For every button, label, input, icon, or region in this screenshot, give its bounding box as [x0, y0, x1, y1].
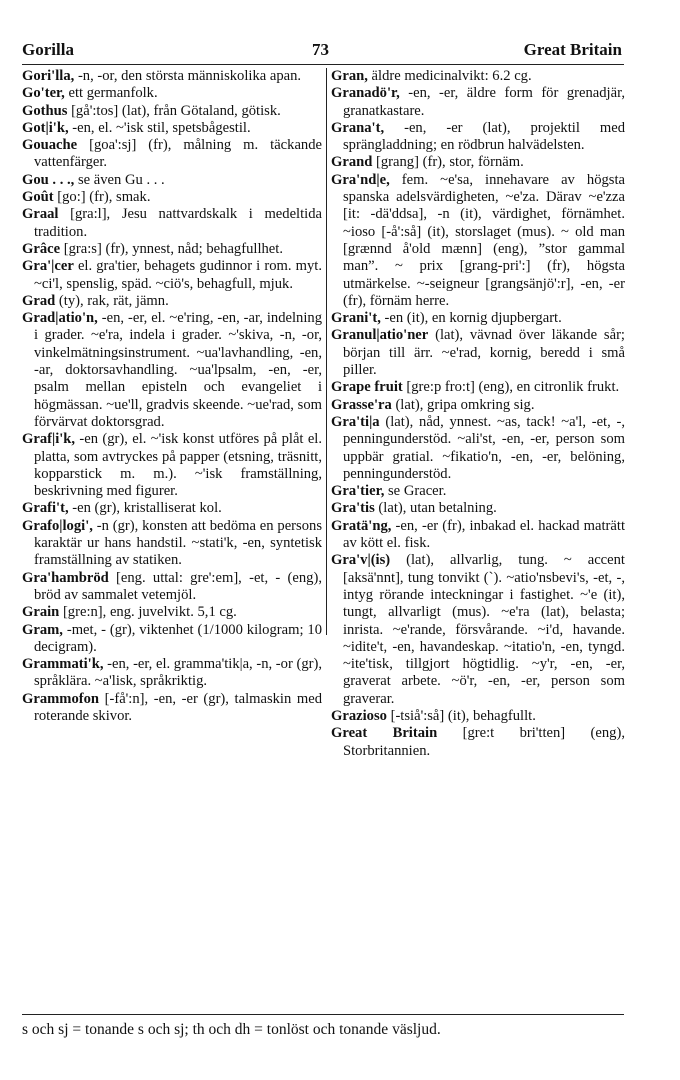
entry-definition: [grang] (fr), stor, förnäm. [372, 154, 524, 171]
entry-definition: (ty), rak, rät, jämn. [55, 292, 169, 309]
entry-headword: Gou . . ., [22, 171, 75, 188]
entry-definition: (lat), nåd, ynnest. ~as, tack! ~a'l, -et, -, penningunderstöd. ~ali'st, -en, -er, person som uppbär gratial. ~fikatio'n, -en, -er, belöning, penningunderstöd. [343, 413, 625, 482]
footer-note: s och sj = tonande s och sj; th och dh = tonlöst och tonande väsljud. [22, 1021, 441, 1038]
dictionary-entry [331, 154, 625, 171]
dictionary-entry [331, 414, 625, 483]
entry-definition: (lat), allvarlig, tung. ~ accent [aksä'nnt], tung tonvikt (`). ~atio'nsbevi's, -et, -, intyg rörande inteckningar i fastighet. ~'e (it), tungt, allvarligt (mus). ~e'ra (lat), belasta; inrista. ~e'rande, försvårande. ~i'd, havande. ~idite't, -en, havandeskap. ~itatio'n, -en, tyngd. ~ite'tisk, tillgjort högtidlig. ~y'r, -en, -er, graverat arbete. ~ö'r, -en, -er, person som graverar. [343, 552, 625, 707]
entry-definition: [go:] (fr), smak. [53, 189, 151, 206]
entry-headword: Gouache [22, 137, 78, 154]
entry-headword: Grana't, [331, 119, 385, 136]
dictionary-entry [22, 622, 322, 657]
entry-definition: -en, -er (lat), projektil med sprängladdning; en rödbrun halvädelsten. [343, 119, 625, 154]
entry-definition: -n, -or, den största människolika apan. [74, 68, 302, 84]
dictionary-entry [22, 137, 322, 172]
dictionary-entry [331, 379, 625, 396]
entry-headword: Gra'tis [331, 500, 375, 517]
entry-definition: [-få':n], -en, -er (gr), talmaskin med roterande skivor. [34, 690, 322, 724]
dictionary-entry [331, 172, 625, 310]
entry-definition: [gå':tos] (lat), från Götaland, götisk. [67, 102, 281, 119]
entry-headword: Grazioso [331, 707, 387, 724]
dictionary-entry [22, 172, 322, 189]
entry-headword: Gratä'ng, [331, 517, 392, 534]
entry-headword: Gra'nd|e, [331, 171, 390, 188]
entry-definition: [gre:p fro:t] (eng), en citronlik frukt. [402, 379, 620, 396]
entry-headword: Granul|atio'ner [331, 327, 429, 344]
entry-headword: Gram, [22, 621, 63, 638]
dictionary-entry [331, 327, 625, 379]
entry-definition: [gre:t bri'tten] (eng), Storbritannien. [343, 725, 625, 759]
dictionary-entry [331, 310, 625, 327]
entry-headword: Great Britain [331, 725, 438, 742]
entry-definition: -n (gr), konsten att bedöma en persons karaktär ur hans handstil. ~stati'k, -en, syntetisk framställning av statiken. [34, 517, 322, 569]
dictionary-entry [22, 103, 322, 120]
dictionary-entry [331, 483, 625, 500]
dictionary-entry [22, 500, 322, 517]
entry-definition: -en (gr), el. ~'isk konst utföres på plåt el. platta, som avtryckes på papper (etsning, träsnitt, kopparstick m. m.). ~'isk framställning, beskrivning med figurer. [34, 431, 322, 500]
dictionary-entry [22, 431, 322, 500]
dictionary-entry [331, 725, 625, 760]
entry-definition: [-tsiå':så] (it), behagfullt. [386, 707, 536, 724]
dictionary-entry [331, 518, 625, 553]
header-left-guideword: Gorilla [22, 40, 74, 59]
entry-headword: Grad [22, 292, 56, 309]
entry-headword: Gra'|cer [22, 258, 74, 275]
page-number: 73 [312, 40, 329, 59]
entry-definition: -en (gr), kristalliserat kol. [68, 500, 222, 517]
entry-definition: el. gra'tier, behagets gudinnor i rom. myt. ~ci'l, spenslig, späd. ~ciö's, behagfull, mjuk. [34, 258, 322, 292]
dictionary-entry [22, 293, 322, 310]
entry-definition: [gre:n], eng. juvelvikt. 5,1 cg. [59, 604, 237, 621]
entry-headword: Grape fruit [331, 379, 403, 396]
footer-rule [22, 1014, 624, 1015]
entry-headword: Gra'hambröd [22, 569, 109, 586]
dictionary-entry [22, 189, 322, 206]
entry-definition: (lat), gripa omkring sig. [391, 396, 535, 413]
entry-definition: (lat), utan betalning. [374, 500, 497, 517]
dictionary-entry [331, 85, 625, 120]
dictionary-entry [22, 206, 322, 241]
dictionary-entry [22, 570, 322, 605]
entry-headword: Grâce [22, 240, 61, 257]
dictionary-entry [331, 68, 625, 85]
dictionary-entry [22, 120, 322, 137]
entry-headword: Grafo|logi', [22, 517, 93, 534]
entry-definition: [gra:l], Jesu nattvardskalk i medeltida tradition. [34, 206, 322, 240]
header-rule [22, 64, 624, 65]
entry-headword: Gra'ti|a [331, 413, 380, 430]
entry-headword: Graf|i'k, [22, 431, 76, 448]
entry-headword: Grammofon [22, 690, 100, 707]
header-right-guideword: Great Britain [523, 40, 622, 59]
entry-definition: se även Gu . . . [74, 171, 165, 188]
entry-headword: Gothus [22, 102, 68, 119]
entry-headword: Granadö'r, [331, 85, 400, 102]
left-column [22, 68, 322, 725]
dictionary-entry [22, 310, 322, 431]
entry-headword: Gra'v|(is) [331, 552, 391, 569]
entry-definition: -en, -er, äldre form för grenadjär, granatkastare. [343, 85, 625, 119]
entry-headword: Goût [22, 189, 54, 206]
entry-definition: -en, el. ~'isk stil, spetsbågestil. [68, 119, 251, 136]
entry-headword: Gran, [331, 68, 368, 84]
entry-headword: Graal [22, 206, 59, 223]
entry-definition: [goa':sj] (fr), målning m. täckande vattenfärger. [34, 137, 322, 171]
entry-definition: äldre medicinalvikt: 6.2 cg. [367, 68, 532, 84]
entry-headword: Grain [22, 604, 60, 621]
entry-definition: ett germanfolk. [64, 85, 158, 102]
entry-definition: [gra:s] (fr), ynnest, nåd; behagfullhet. [60, 240, 283, 257]
entry-headword: Grammati'k, [22, 656, 104, 673]
entry-definition: -en, -er, el. ~e'ring, -en, -ar, indelning i grader. ~e'ra, indela i grader. ~'skiva, -n, -or, vinkelmätningsinstrument. ~ua'lavhandling, -en, -ar, doktorsavhandling. ~ua'lpsalm, -en, -er, psalm mellan episteln och evangeliet i högmässan. ~ue'll, gradvis skeende. ~ue'rad, som förvärvat doktorsgrad. [34, 310, 322, 430]
dictionary-entry [22, 68, 322, 85]
dictionary-entry [331, 708, 625, 725]
page-header [22, 40, 622, 62]
dictionary-entry [331, 397, 625, 414]
dictionary-entry [331, 120, 625, 155]
entry-definition: (lat), vävnad över läkande sår; början till ärr. ~e'rad, kornig, beredd i små piller. [343, 327, 625, 379]
dictionary-entry [331, 500, 625, 517]
dictionary-entry [22, 258, 322, 293]
entry-headword: Gori'lla, [22, 68, 75, 84]
dictionary-entry [22, 691, 322, 726]
dictionary-entry [22, 604, 322, 621]
entry-definition: -en, -er, el. gramma'tik|a, -n, -or (gr), språklära. ~a'lisk, språkriktig. [34, 656, 322, 690]
entry-definition: -en (it), en kornig djupbergart. [380, 310, 562, 327]
entry-headword: Grand [331, 154, 373, 171]
dictionary-entry [22, 85, 322, 102]
entry-headword: Grasse'ra [331, 396, 392, 413]
entry-definition: [eng. uttal: gre':em], -et, - (eng), bröd av sammalet vetemjöl. [34, 569, 322, 603]
entry-headword: Grafi't, [22, 500, 69, 517]
entry-headword: Grani't, [331, 310, 381, 327]
dictionary-entry [22, 518, 322, 570]
dictionary-entry [331, 552, 625, 708]
entry-definition: -met, - (gr), viktenhet (1/1000 kilogram; 10 decigram). [34, 621, 322, 655]
dictionary-entry [22, 656, 322, 691]
dictionary-entry [22, 241, 322, 258]
entry-headword: Got|i'k, [22, 119, 69, 136]
right-column [331, 68, 625, 760]
entry-headword: Go'ter, [22, 85, 65, 102]
entry-definition: -en, -er (fr), inbakad el. hackad maträtt av kött el. fisk. [343, 517, 625, 552]
entry-definition: fem. ~e'sa, innehavare av högsta spanska adelsvärdigheten, ~e'za. Därav ~e'zza [it: -dä'ddsa], -n (it), värdighet, förnämhet. ~ioso [-å':så] (it), storslaget (mus). ~ old man [grænnd å'old mænn] (eng), ”stor gammal man”. ~ prix [grang-pri':] (fr), högsta utmärkelse. ~-seigneur [grangsänjö':r], -en, -er (fr), förnäm herre. [343, 171, 625, 309]
entry-definition: se Gracer. [384, 483, 447, 500]
entry-headword: Grad|atio'n, [22, 310, 98, 327]
entry-headword: Gra'tier, [331, 483, 385, 500]
column-divider [326, 68, 327, 635]
